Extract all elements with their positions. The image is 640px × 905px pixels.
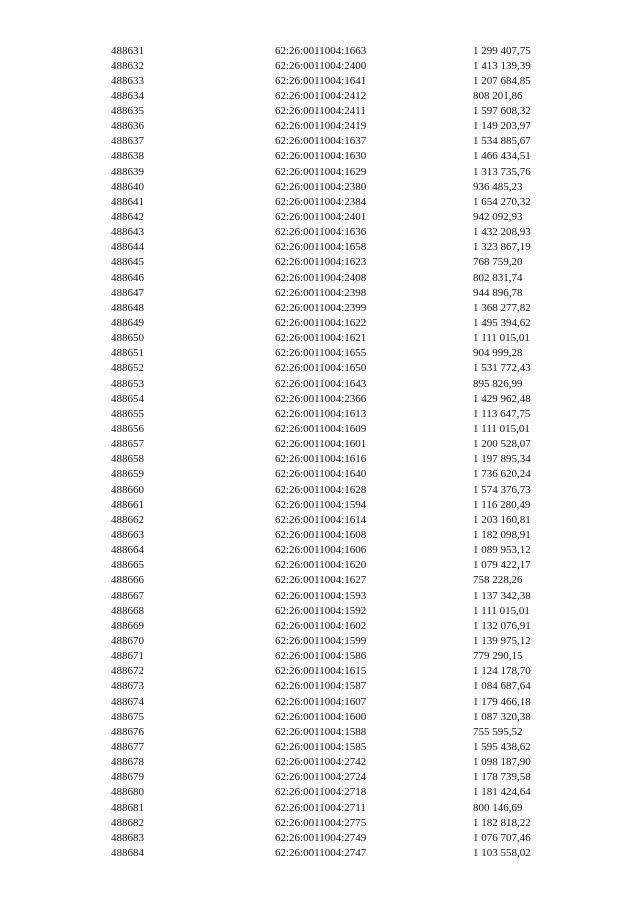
row-number: 488645 [111, 256, 144, 269]
cadastral-number: 62:26:0011004:2747 [275, 846, 367, 859]
table-row [0, 286, 640, 301]
cadastral-number: 62:26:0011004:2366 [275, 392, 367, 405]
row-number: 488643 [111, 226, 144, 239]
cadastral-number: 62:26:0011004:1599 [275, 634, 367, 647]
cadastral-number: 62:26:0011004:1588 [275, 725, 367, 738]
cadastral-number: 62:26:0011004:2384 [275, 195, 367, 208]
table-row [0, 422, 640, 437]
cadastral-number: 62:26:0011004:1615 [275, 665, 367, 678]
row-number: 488657 [111, 438, 144, 451]
cadastral-value: 1 432 208,93 [473, 226, 531, 239]
cadastral-number: 62:26:0011004:1613 [275, 407, 367, 420]
table-row [0, 589, 640, 604]
row-number: 488660 [111, 483, 144, 496]
table-row [0, 210, 640, 225]
table-row [0, 119, 640, 134]
cadastral-value: 1 098 187,90 [473, 756, 531, 769]
row-number: 488661 [111, 498, 144, 511]
cadastral-number: 62:26:0011004:1641 [275, 74, 367, 87]
cadastral-number: 62:26:0011004:1628 [275, 483, 367, 496]
table-row [0, 331, 640, 346]
row-number: 488649 [111, 317, 144, 330]
row-number: 488683 [111, 831, 144, 844]
cadastral-value: 1 103 558,02 [473, 846, 531, 859]
table-row [0, 346, 640, 361]
cadastral-number: 62:26:0011004:1643 [275, 377, 367, 390]
table-row [0, 710, 640, 725]
cadastral-number: 62:26:0011004:2711 [275, 801, 366, 814]
row-number: 488675 [111, 710, 144, 723]
row-number: 488650 [111, 332, 144, 345]
cadastral-value: 1 179 466,18 [473, 695, 531, 708]
row-number: 488654 [111, 392, 144, 405]
cadastral-value: 1 089 953,12 [473, 544, 531, 557]
cadastral-value: 1 595 438,62 [473, 740, 531, 753]
table-row [0, 44, 640, 59]
cadastral-value: 1 079 422,17 [473, 559, 531, 572]
cadastral-value: 1 178 739,58 [473, 771, 531, 784]
table-row [0, 467, 640, 482]
cadastral-number: 62:26:0011004:2724 [275, 771, 367, 784]
table-row [0, 271, 640, 286]
table-row [0, 301, 640, 316]
cadastral-value: 1 200 528,07 [473, 438, 531, 451]
row-number: 488655 [111, 407, 144, 420]
cadastral-number: 62:26:0011004:1658 [275, 241, 367, 254]
cadastral-number: 62:26:0011004:2742 [275, 756, 367, 769]
cadastral-value: 1 429 962,48 [473, 392, 531, 405]
row-number: 488652 [111, 362, 144, 375]
cadastral-number: 62:26:0011004:2399 [275, 301, 367, 314]
cadastral-value: 1 132 076,91 [473, 619, 531, 632]
table-row [0, 558, 640, 573]
cadastral-value: 1 111 015,01 [473, 604, 530, 617]
cadastral-value: 1 084 687,64 [473, 680, 531, 693]
cadastral-value: 1 313 735,76 [473, 165, 531, 178]
cadastral-number: 62:26:0011004:2412 [275, 89, 367, 102]
table-row [0, 452, 640, 467]
row-number: 488670 [111, 634, 144, 647]
table-row [0, 543, 640, 558]
cadastral-value: 1 368 277,82 [473, 301, 531, 314]
cadastral-value: 1 597 608,32 [473, 105, 531, 118]
cadastral-number: 62:26:0011004:2380 [275, 180, 367, 193]
table-row [0, 513, 640, 528]
row-number: 488634 [111, 89, 144, 102]
table-row [0, 104, 640, 119]
cadastral-number: 62:26:0011004:2775 [275, 816, 367, 829]
row-number: 488671 [111, 650, 144, 663]
cadastral-value: 1 299 407,75 [473, 44, 531, 57]
row-number: 488640 [111, 180, 144, 193]
cadastral-value: 1 113 647,75 [473, 407, 531, 420]
cadastral-value: 755 595,52 [473, 725, 523, 738]
row-number: 488644 [111, 241, 144, 254]
row-number: 488676 [111, 725, 144, 738]
row-number: 488667 [111, 589, 144, 602]
row-number: 488646 [111, 271, 144, 284]
cadastral-value: 768 759,20 [473, 256, 523, 269]
cadastral-value-table [0, 44, 640, 862]
table-row [0, 134, 640, 149]
cadastral-number: 62:26:0011004:1602 [275, 619, 367, 632]
cadastral-number: 62:26:0011004:1614 [275, 513, 367, 526]
row-number: 488664 [111, 544, 144, 557]
cadastral-number: 62:26:0011004:1593 [275, 589, 367, 602]
table-row [0, 831, 640, 846]
row-number: 488677 [111, 740, 144, 753]
row-number: 488669 [111, 619, 144, 632]
table-row [0, 604, 640, 619]
table-row [0, 619, 640, 634]
cadastral-value: 904 999,28 [473, 347, 523, 360]
table-row [0, 770, 640, 785]
table-row [0, 180, 640, 195]
table-row [0, 498, 640, 513]
cadastral-number: 62:26:0011004:2398 [275, 286, 367, 299]
cadastral-number: 62:26:0011004:1663 [275, 44, 367, 57]
cadastral-value: 1 323 867,19 [473, 241, 531, 254]
table-row [0, 649, 640, 664]
cadastral-value: 779 290,15 [473, 650, 523, 663]
table-row [0, 755, 640, 770]
table-row [0, 195, 640, 210]
cadastral-number: 62:26:0011004:1609 [275, 423, 367, 436]
table-row [0, 785, 640, 800]
cadastral-number: 62:26:0011004:1637 [275, 135, 367, 148]
cadastral-number: 62:26:0011004:1600 [275, 710, 367, 723]
table-row [0, 255, 640, 270]
cadastral-number: 62:26:0011004:1621 [275, 332, 367, 345]
cadastral-number: 62:26:0011004:1630 [275, 150, 367, 163]
row-number: 488635 [111, 105, 144, 118]
cadastral-value: 1 654 270,32 [473, 195, 531, 208]
row-number: 488674 [111, 695, 144, 708]
table-row [0, 377, 640, 392]
row-number: 488641 [111, 195, 144, 208]
row-number: 488638 [111, 150, 144, 163]
row-number: 488656 [111, 423, 144, 436]
cadastral-value: 1 137 342,38 [473, 589, 531, 602]
row-number: 488659 [111, 468, 144, 481]
row-number: 488682 [111, 816, 144, 829]
cadastral-value: 1 466 434,51 [473, 150, 531, 163]
cadastral-value: 1 495 394,62 [473, 317, 531, 330]
row-number: 488665 [111, 559, 144, 572]
cadastral-number: 62:26:0011004:1607 [275, 695, 367, 708]
cadastral-number: 62:26:0011004:2718 [275, 786, 367, 799]
cadastral-number: 62:26:0011004:1650 [275, 362, 367, 375]
table-row [0, 695, 640, 710]
cadastral-value: 1 149 203,97 [473, 120, 531, 133]
table-row [0, 407, 640, 422]
table-row [0, 89, 640, 104]
cadastral-value: 808 201,86 [473, 89, 523, 102]
cadastral-number: 62:26:0011004:2408 [275, 271, 367, 284]
row-number: 488636 [111, 120, 144, 133]
row-number: 488680 [111, 786, 144, 799]
table-row [0, 59, 640, 74]
cadastral-number: 62:26:0011004:2749 [275, 831, 367, 844]
cadastral-number: 62:26:0011004:1627 [275, 574, 367, 587]
cadastral-number: 62:26:0011004:1587 [275, 680, 367, 693]
row-number: 488633 [111, 74, 144, 87]
table-row [0, 361, 640, 376]
table-row [0, 816, 640, 831]
cadastral-value: 1 111 015,01 [473, 332, 530, 345]
row-number: 488672 [111, 665, 144, 678]
cadastral-value: 758 228,26 [473, 574, 523, 587]
row-number: 488673 [111, 680, 144, 693]
cadastral-number: 62:26:0011004:1606 [275, 544, 367, 557]
table-row [0, 225, 640, 240]
row-number: 488678 [111, 756, 144, 769]
row-number: 488639 [111, 165, 144, 178]
cadastral-number: 62:26:0011004:2400 [275, 59, 367, 72]
cadastral-number: 62:26:0011004:1629 [275, 165, 367, 178]
cadastral-number: 62:26:0011004:1622 [275, 317, 367, 330]
table-row [0, 392, 640, 407]
cadastral-number: 62:26:0011004:1616 [275, 453, 367, 466]
table-row [0, 437, 640, 452]
table-row [0, 664, 640, 679]
table-row [0, 528, 640, 543]
table-row [0, 846, 640, 861]
cadastral-value: 1 736 620,24 [473, 468, 531, 481]
row-number: 488653 [111, 377, 144, 390]
cadastral-number: 62:26:0011004:1601 [275, 438, 367, 451]
table-row [0, 316, 640, 331]
table-row [0, 725, 640, 740]
table-row [0, 573, 640, 588]
cadastral-number: 62:26:0011004:2401 [275, 211, 367, 224]
cadastral-number: 62:26:0011004:1636 [275, 226, 367, 239]
row-number: 488632 [111, 59, 144, 72]
cadastral-value: 936 485,23 [473, 180, 523, 193]
cadastral-value: 1 207 684,85 [473, 74, 531, 87]
cadastral-value: 1 182 818,22 [473, 816, 531, 829]
table-row [0, 74, 640, 89]
cadastral-number: 62:26:0011004:2411 [275, 105, 366, 118]
row-number: 488631 [111, 44, 144, 57]
row-number: 488651 [111, 347, 144, 360]
row-number: 488684 [111, 846, 144, 859]
table-row [0, 483, 640, 498]
cadastral-number: 62:26:0011004:1586 [275, 650, 367, 663]
cadastral-number: 62:26:0011004:2419 [275, 120, 367, 133]
cadastral-value: 1 124 178,70 [473, 665, 531, 678]
cadastral-number: 62:26:0011004:1623 [275, 256, 367, 269]
table-row [0, 149, 640, 164]
cadastral-value: 1 076 707,46 [473, 831, 531, 844]
cadastral-value: 1 203 160,81 [473, 513, 531, 526]
row-number: 488647 [111, 286, 144, 299]
table-row [0, 634, 640, 649]
row-number: 488642 [111, 211, 144, 224]
row-number: 488658 [111, 453, 144, 466]
table-row [0, 165, 640, 180]
cadastral-value: 800 146,69 [473, 801, 523, 814]
cadastral-number: 62:26:0011004:1592 [275, 604, 367, 617]
cadastral-value: 1 574 376,73 [473, 483, 531, 496]
cadastral-value: 1 182 098,91 [473, 529, 531, 541]
row-number: 488648 [111, 301, 144, 314]
row-number: 488663 [111, 529, 144, 541]
cadastral-number: 62:26:0011004:1620 [275, 559, 367, 572]
cadastral-number: 62:26:0011004:1655 [275, 347, 367, 360]
table-row [0, 801, 640, 816]
table-row [0, 240, 640, 255]
row-number: 488666 [111, 574, 144, 587]
cadastral-value: 944 896,78 [473, 286, 523, 299]
row-number: 488662 [111, 513, 144, 526]
cadastral-value: 942 092,93 [473, 211, 523, 224]
row-number: 488668 [111, 604, 144, 617]
cadastral-number: 62:26:0011004:1640 [275, 468, 367, 481]
cadastral-value: 1 116 280,49 [473, 498, 531, 511]
table-row [0, 679, 640, 694]
cadastral-value: 1 181 424,64 [473, 786, 531, 799]
row-number: 488637 [111, 135, 144, 148]
cadastral-value: 1 534 885,67 [473, 135, 531, 148]
cadastral-value: 895 826,99 [473, 377, 523, 390]
cadastral-value: 1 413 139,39 [473, 59, 531, 72]
table-row [0, 740, 640, 755]
cadastral-value: 802 831,74 [473, 271, 523, 284]
cadastral-value: 1 111 015,01 [473, 423, 530, 436]
cadastral-number: 62:26:0011004:1585 [275, 740, 367, 753]
cadastral-number: 62:26:0011004:1608 [275, 529, 367, 541]
cadastral-number: 62:26:0011004:1594 [275, 498, 367, 511]
cadastral-value: 1 087 320,38 [473, 710, 531, 723]
cadastral-value: 1 139 975,12 [473, 634, 531, 647]
row-number: 488679 [111, 771, 144, 784]
cadastral-value: 1 531 772,43 [473, 362, 531, 375]
cadastral-value: 1 197 895,34 [473, 453, 531, 466]
row-number: 488681 [111, 801, 144, 814]
